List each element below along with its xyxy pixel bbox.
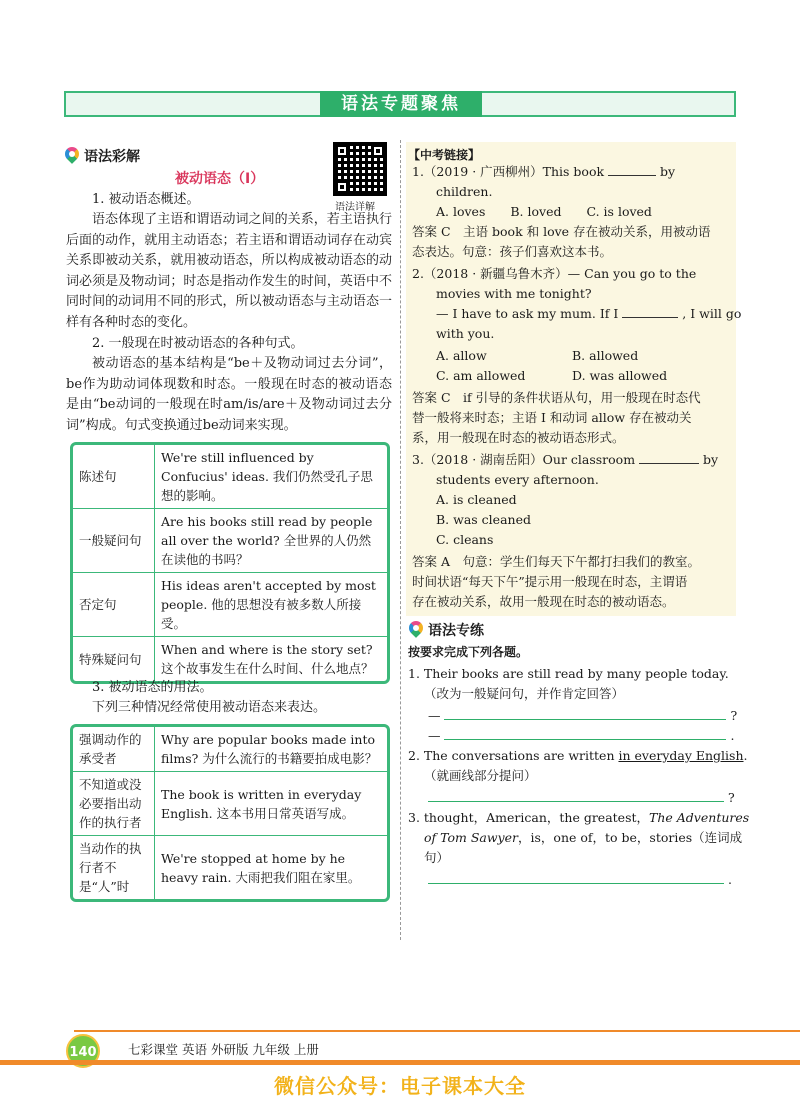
table-row — [73, 573, 387, 637]
table-row — [73, 637, 387, 681]
page-number: 140 — [66, 1034, 100, 1068]
answer-blank[interactable] — [608, 164, 656, 176]
answer-input[interactable] — [444, 706, 726, 720]
topic-subtitle: 被动语态（Ⅰ） — [175, 171, 265, 187]
q1-stem-end: by — [660, 164, 676, 179]
table-key: 特殊疑问句 — [73, 637, 155, 681]
table-key: 陈述句 — [73, 445, 155, 509]
location-pin-icon — [64, 147, 80, 165]
period: . — [727, 872, 732, 887]
q1-line2: children. — [436, 184, 493, 199]
q3-answer-line3: 存在被动关系，故用一般现在时态的被动语态。 — [412, 594, 675, 609]
dash: — — [428, 728, 441, 743]
table-value: The book is written in everyday English. 这本书用日常英语写成。 — [155, 772, 387, 836]
q2-line2: movies with me tonight? — [436, 286, 592, 301]
table-value: We're stopped at home by he heavy rain. 大雨把我们阻在家里。 — [161, 850, 361, 885]
e3-words: ，is，one of，to be，stories（连词成 — [518, 830, 743, 845]
table-row — [73, 445, 387, 509]
section-heading-practice — [408, 620, 484, 640]
paragraph-usage: 下列三种情况经常使用被动语态来表达。 — [92, 700, 327, 715]
qr-code-icon[interactable] — [333, 142, 387, 196]
e3-line3: 句） — [424, 850, 450, 865]
q3-option-b: B. was cleaned — [436, 512, 531, 527]
e1-line2: （改为一般疑问句，并作肯定回答） — [424, 686, 625, 701]
e2-line2: （就画线部分提问） — [424, 768, 537, 783]
table-key: 强调动作的承受者 — [73, 727, 155, 772]
section-title: 语法专练 — [428, 623, 484, 639]
q3-option-a: A. is cleaned — [436, 492, 517, 507]
period: . — [730, 728, 735, 743]
e1-answer-line2 — [428, 726, 748, 747]
section-heading-grammar — [64, 146, 140, 166]
page-title: 语法专题聚焦 — [320, 91, 482, 117]
answer-blank[interactable] — [639, 452, 699, 464]
e2-stem: 2. The conversations are written — [408, 748, 619, 763]
e3-words: 3. thought，American，the greatest， — [408, 810, 650, 825]
question-mark: ? — [730, 708, 738, 723]
e3-line1 — [408, 808, 750, 829]
table-row — [73, 772, 387, 836]
book-info: 七彩课堂 英语 外研版 九年级 上册 — [128, 1042, 319, 1057]
q2-option-c: C. am allowed — [436, 368, 526, 383]
answer-input[interactable] — [428, 870, 724, 884]
q3-answer-line1: 答案 A 句意：学生们每天下午都打扫我们的教室。 — [412, 554, 701, 569]
table-key: 不知道或没必要指出动作的执行者 — [73, 772, 155, 836]
sentence-type-table — [70, 442, 390, 684]
paragraph-overview-heading: 1. 被动语态概述。 — [92, 192, 200, 207]
section-title: 语法彩解 — [84, 149, 140, 165]
q1-line1 — [412, 162, 732, 183]
qr-label: 语法详解 — [335, 202, 375, 213]
underlined-phrase: in everyday English — [618, 748, 744, 763]
q3-stem-end: by — [703, 452, 719, 467]
table-row — [73, 836, 387, 899]
table-key: 否定句 — [73, 573, 155, 637]
q2-stem: — I have to ask my mum. If I — [436, 306, 619, 321]
location-pin-icon — [408, 621, 424, 639]
table-key: 一般疑问句 — [73, 509, 155, 573]
e3-answer-line — [428, 870, 748, 891]
answer-blank[interactable] — [622, 306, 678, 318]
q2-line1: 2.（2018 · 新疆乌鲁木齐）— Can you go to the — [412, 266, 697, 281]
q1-answer-line1: 答案 C 主语 book 和 love 存在被动关系，用被动语 — [412, 224, 711, 239]
paragraph-overview: 语态体现了主语和谓语动词之间的关系，若主语执行后面的动作，就用主动语态；若主语和谓语动词存在动宾关系即被动关系，就用被动语态，所以构成被动语态的动词必须是及物动词；时态是指动作发生的时间，英语中不同时间的动词用不同的形式，所以被动语态与主动语态一样有各种时态的变化。 — [66, 212, 392, 330]
wechat-watermark: 微信公众号：电子课本大全 — [274, 1074, 526, 1098]
table-value: We're still influenced by Confucius' ideas. 我们仍然受孔子思想的影响。 — [155, 445, 387, 509]
e1-answer-line1 — [428, 706, 748, 727]
answer-input[interactable] — [444, 726, 726, 740]
exam-link-label: 【中考链接】 — [408, 148, 481, 162]
table-value: His ideas aren't accepted by most people. 他的思想没有被多数人所接受。 — [155, 573, 387, 637]
table-value: Why are popular books made into films? 为什么流行的书籍要拍成电影？ — [155, 727, 387, 772]
q2-line4: with you. — [436, 326, 495, 341]
q2-option-d: D. was allowed — [572, 368, 668, 383]
q1-answer-line2: 态表达。句意：孩子们喜欢这本书。 — [412, 244, 613, 259]
e2-answer-line — [428, 788, 748, 809]
table-row — [73, 509, 387, 573]
q2-stem-end: , I will go — [682, 306, 742, 321]
book-title: of Tom Sawyer — [424, 830, 518, 845]
paragraph-structure: 被动语态的基本结构是“be＋及物动词过去分词”，be作为助动词体现数和时态。一般现在时态的被动语态是由“be动词的一般现在时am/is/are＋及物动词过去分词”构成。句式变换通过be动词来实现。 — [66, 356, 392, 433]
table-key: 当动作的执行者不是“人”时 — [73, 836, 155, 899]
question-mark: ? — [727, 790, 735, 805]
e2-line1 — [408, 746, 748, 767]
e1-line1: 1. Their books are still read by many people today. — [408, 666, 729, 681]
footer-rule — [74, 1030, 800, 1032]
q2-line3 — [436, 304, 756, 325]
q2-option-a: A. allow — [436, 348, 487, 363]
paragraph-present-heading: 2. 一般现在时被动语态的各种句式。 — [92, 336, 304, 351]
q3-line1 — [412, 450, 732, 471]
q3-option-c: C. cleans — [436, 532, 494, 547]
q2-answer-line1: 答案 C if 引导的条件状语从句，用一般现在时态代 — [412, 390, 701, 405]
dash: — — [428, 708, 441, 723]
table-value: When and where is the story set? 这个故事发生在什么时间、什么地点？ — [161, 642, 374, 676]
e3-line2 — [424, 828, 744, 849]
q1-stem: 1.（2019 · 广西柳州）This book — [412, 164, 605, 179]
paragraph-usage-heading: 3. 被动语态的用法。 — [92, 680, 213, 695]
book-title: The Adventures — [649, 810, 750, 825]
q2-answer-line2: 替一般将来时态；主语 I 和动词 allow 存在被动关 — [412, 410, 692, 425]
column-divider — [400, 140, 401, 940]
practice-instruction: 按要求完成下列各题。 — [408, 645, 529, 659]
q3-answer-line2: 时间状语“每天下午”提示用一般现在时态，主谓语 — [412, 574, 688, 589]
table-value: Are his books still read by people all over the world? 全世界的人仍然在读他的书吗？ — [155, 509, 387, 573]
q2-option-b: B. allowed — [572, 348, 639, 363]
usage-table — [70, 724, 390, 902]
footer-band — [0, 1060, 800, 1065]
q2-answer-line3: 系，用一般现在时态的被动语态形式。 — [412, 430, 625, 445]
period: . — [743, 748, 748, 763]
q3-stem: 3.（2018 · 湖南岳阳）Our classroom — [412, 452, 636, 467]
table-row — [73, 727, 387, 772]
q3-line2: students every afternoon. — [436, 472, 599, 487]
q1-options: A. loves B. loved C. is loved — [436, 204, 652, 219]
answer-input[interactable] — [428, 788, 724, 802]
